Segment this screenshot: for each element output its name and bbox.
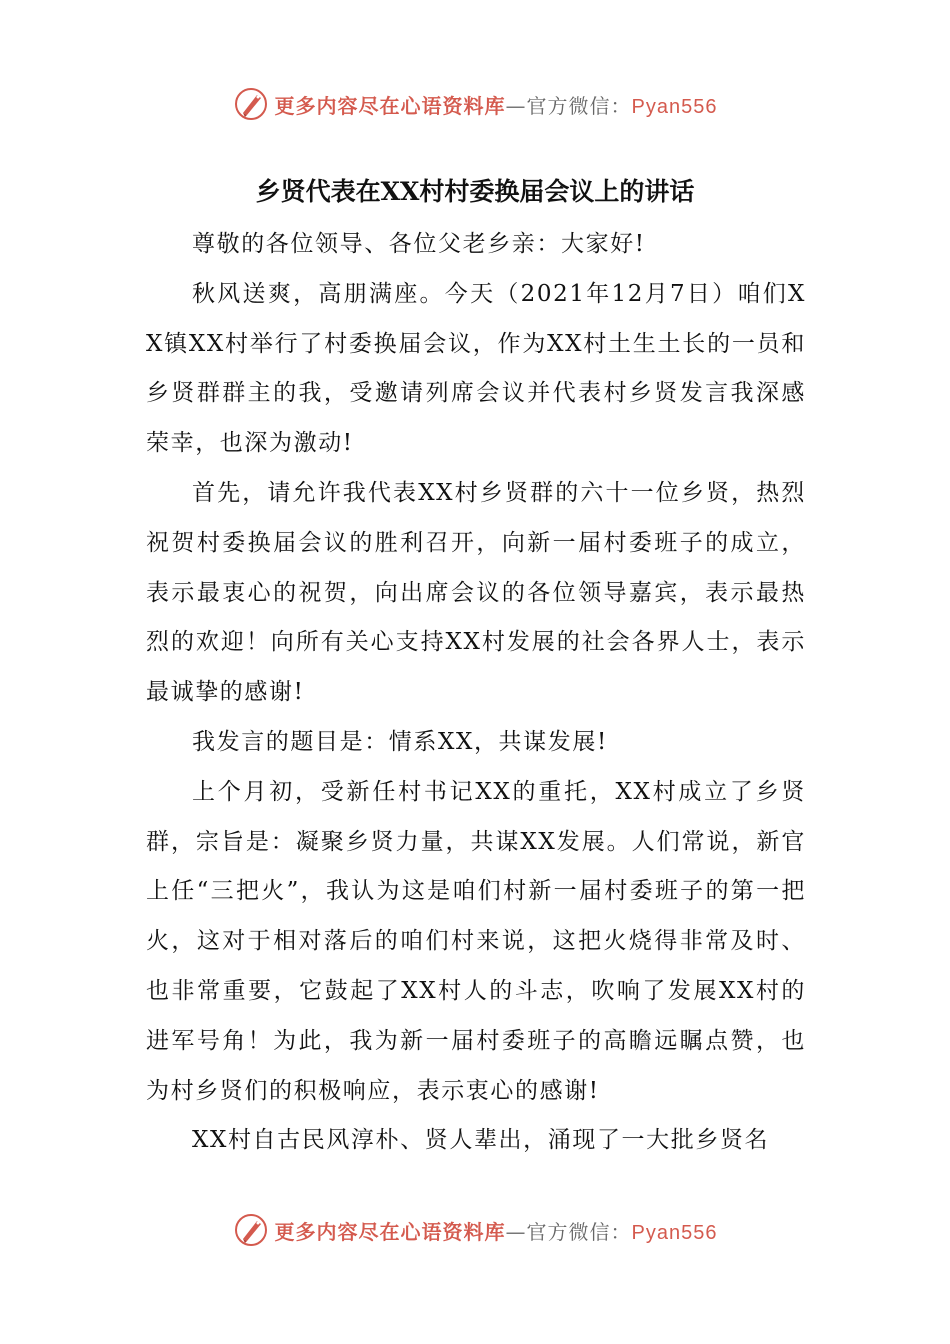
pen-nib-logo-icon <box>233 86 269 122</box>
paragraph-opening: 秋风送爽，高朋满座。今天（2021年12月7日）咱们XX镇XX村举行了村委换届会议，作为XX村土生土长的一员和乡贤群群主的我，受邀请列席会议并代表村乡贤发言我深感荣幸，也深为激动! <box>146 280 806 457</box>
banner-separator: — <box>505 1219 527 1244</box>
banner-text <box>275 1216 718 1245</box>
paragraph-congratulations: 首先，请允许我代表XX村乡贤群的六十一位乡贤，热烈祝贺村委换届会议的胜利召开，向新一届村委班子的成立，表示最衷心的祝贺，向出席会议的各位领导嘉宾，表示最热烈的欢迎！向所有关心支持XX村发展的社会各界人士，表示最诚挚的感谢! <box>146 479 806 706</box>
paragraph-greeting: 尊敬的各位领导、各位父老乡亲：大家好! <box>192 231 646 257</box>
pen-nib-logo-icon <box>233 1212 269 1248</box>
banner-text <box>275 90 718 119</box>
banner-contact-id: Pyan556 <box>631 95 718 118</box>
banner-contact-label: 官方微信： <box>526 1219 632 1244</box>
banner-contact-id: Pyan556 <box>631 1221 718 1244</box>
paragraph-history: XX村自古民风淳朴、贤人辈出，涌现了一大批乡贤名 <box>192 1127 770 1154</box>
banner-contact-label: 官方微信： <box>526 93 632 118</box>
banner-site-name: 更多内容尽在心语资料库 <box>274 1219 506 1244</box>
header-banner <box>0 82 950 126</box>
footer-banner <box>0 1208 950 1252</box>
banner-separator: — <box>505 93 527 118</box>
document-body <box>146 220 806 1166</box>
banner-site-name: 更多内容尽在心语资料库 <box>274 93 506 118</box>
paragraph-topic: 我发言的题目是：情系XX，共谋发展! <box>192 728 608 755</box>
document-title: 乡贤代表在XX村村委换届会议上的讲话 <box>255 177 695 206</box>
paragraph-background: 上个月初，受新任村书记XX的重托，XX村成立了乡贤群，宗旨是：凝聚乡贤力量，共谋XX发展。人们常说，新官上任“三把火”，我认为这是咱们村新一届村委班子的第一把火，这对于相对落后的咱们村来说，这把火烧得非常及时、也非常重要，它鼓起了XX村人的斗志，吹响了发展XX村的进军号角！为此，我为新一届村委班子的高瞻远瞩点赞，也为村乡贤们的积极响应，表示衷心的感谢! <box>146 778 806 1104</box>
